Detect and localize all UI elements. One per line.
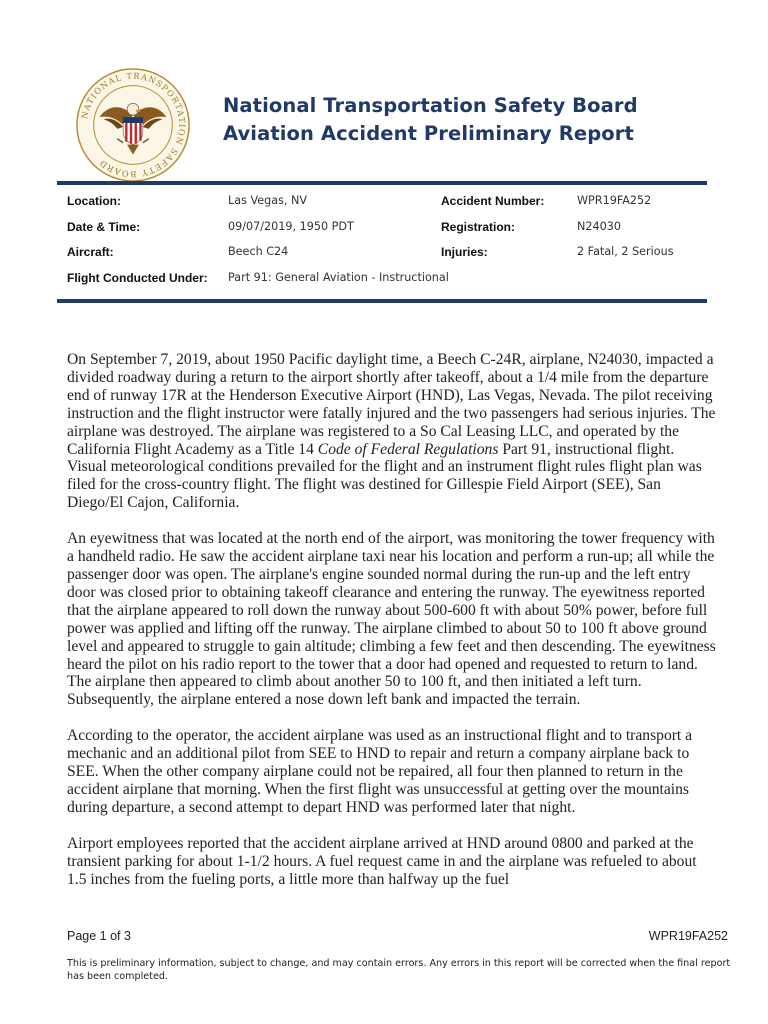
p1-text-b: Part 91, instructional flight. Visual meteorological conditions prevailed for the flight and an instrument flight rules flight plan was filed for the cross-country flight. The flight was destined for Gillespie Field Airport (SEE), San Diego/El Cajon, California. — [67, 440, 702, 512]
header-divider-top — [57, 181, 707, 185]
narrative-paragraph-3: According to the operator, the accident airplane was used as an instructional flight and to transport a mechanic and an additional pilot from SEE to HND to repair and return a company airplane back to SEE. When the other company airplane could not be repaired, all four then planned to return in the accident airplane that morning. When the first flight was unsuccessful at getting over the mountains during departure, a second attempt to depart HND was performed later that night. — [67, 727, 693, 816]
location-label: Location: — [67, 194, 121, 208]
location-value: Las Vegas, NV — [228, 194, 308, 207]
injuries-label: Injuries: — [441, 245, 488, 260]
p1-cfr-italic: Code of Federal Regulations — [317, 440, 499, 458]
narrative-paragraph-1 — [67, 351, 717, 512]
page-number: Page 1 of 3 — [67, 929, 131, 943]
registration-value: N24030 — [577, 219, 621, 233]
details-row-location — [67, 191, 707, 217]
narrative-paragraph-2: An eyewitness that was located at the north end of the airport, was monitoring the tower frequency with a handheld radio. He saw the accident airplane taxi near his location and perform a run-up; all while the passenger door was open. The airplane's engine sounded normal during the run-up and the left entry door was closed prior to obtaining takeoff clearance and entering the runway. The eyewitness reported that the airplane appeared to roll down the runway about 500-600 ft with about 50% power, before full power was applied and lifting off the runway. The airplane climbed to about 50 to 100 ft above ground level and appeared to struggle to gain altitude; climbing a few feet and then descending. The eyewitness heard the pilot on his radio report to the tower that a door had opened and requested to return to land. The airplane then appeared to climb about another 50 to 100 ft, and then initiated a left turn. Subsequently, the airplane entered a nose down left bank and impacted the terrain. — [67, 530, 716, 709]
details-row-date — [67, 217, 707, 243]
flight-conducted-value: Part 91: General Aviation - Instructional — [228, 271, 449, 285]
seal-ring-text: NATIONAL TRANSPORTATION SAFETY BOARD — [79, 70, 188, 180]
p1-text-a: On September 7, 2019, about 1950 Pacific daylight time, a Beech C-24R, airplane, N24030, impacted a divided roadway during a return to the airport shortly after takeoff, about a 1/4 mile from the departure end of runway 17R at the Henderson Executive Airport (HND), Las Vegas, Nevada. The pilot receiving instruction and the flight instructor were fatally injured and the two passengers had serious injuries. The airplane was destroyed. The airplane was registered to a So Cal Leasing LLC, and operated by the California Flight Academy as a Title 14 — [67, 351, 716, 458]
report-narrative — [67, 351, 717, 906]
title-line-2: Aviation Accident Preliminary Report — [223, 122, 634, 145]
narrative-paragraph-4: Airport employees reported that the accident airplane arrived at HND around 0800 and parked at the transient parking for about 1-1/2 hours. A fuel request came in and the airplane was refueled to about 1.5 inches from the fueling ports, a little more than halfway up the fuel — [67, 834, 697, 888]
aircraft-value: Beech C24 — [228, 245, 289, 259]
date-time-value: 09/07/2019, 1950 PDT — [228, 219, 354, 233]
details-row-aircraft — [67, 242, 707, 268]
title-line-1: National Transportation Safety Board — [223, 94, 638, 117]
registration-label: Registration: — [441, 219, 516, 234]
report-title — [223, 92, 638, 148]
accident-number-value: WPR19FA252 — [577, 194, 652, 207]
injuries-value: 2 Fatal, 2 Serious — [577, 245, 674, 259]
flight-conducted-label: Flight Conducted Under: — [67, 271, 208, 286]
accident-details — [67, 191, 707, 294]
accident-number-label: Accident Number: — [441, 194, 545, 208]
header-divider-bottom — [57, 299, 707, 303]
ntsb-seal-eagle-icon — [74, 66, 192, 184]
aircraft-label: Aircraft: — [67, 245, 114, 260]
preliminary-disclaimer: This is preliminary information, subject to change, and may contain errors. Any errors in this report will be corrected when the final report has been completed. — [67, 958, 731, 982]
date-time-label: Date & Time: — [67, 219, 141, 234]
footer-report-id: WPR19FA252 — [648, 929, 728, 943]
details-row-flight-conducted — [67, 268, 707, 294]
